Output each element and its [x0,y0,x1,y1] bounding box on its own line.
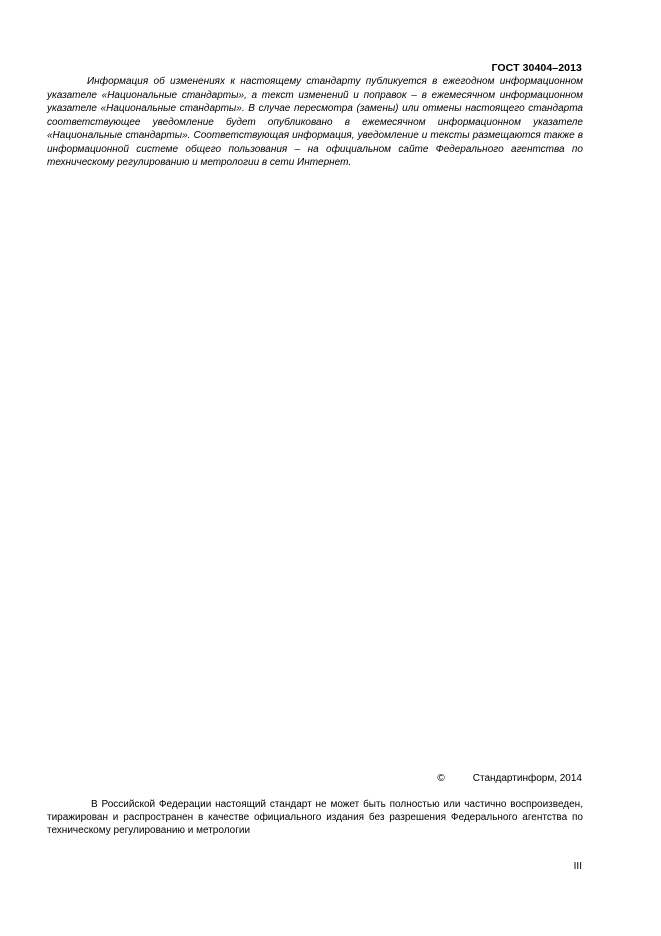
info-paragraph: Информация об изменениях к настоящему стандарту публикуется в ежегодном информационном указателе «Национальные стандарты», а текст изменений и поправок – в ежемесячном информационном указателе «Национальные стандарты». В случае пересмотра (замены) или отмены настоящего стандарта соответствующее уведомление будет опубликовано в ежемесячном информационном указателе «Национальные стандарты». Соответствующая информация, уведомление и тексты размещаются также в информационной системе общего пользования – на официальном сайте Федерального агентства по техническому регулированию и метрологии в сети Интернет. [47,76,583,168]
page-number: III [573,861,582,872]
document-code: ГОСТ 30404–2013 [491,62,582,74]
legal-paragraph: В Российской Федерации настоящий стандарт не может быть полностью или частично воспроизведен, тиражирован и распространен в качестве официального издания без разрешения Федерального агентства по техническому регулированию и метрологии [47,799,583,836]
copyright-icon: © [437,773,445,784]
copyright-line [437,773,582,784]
copyright-holder: Стандартинформ, 2014 [472,773,582,784]
